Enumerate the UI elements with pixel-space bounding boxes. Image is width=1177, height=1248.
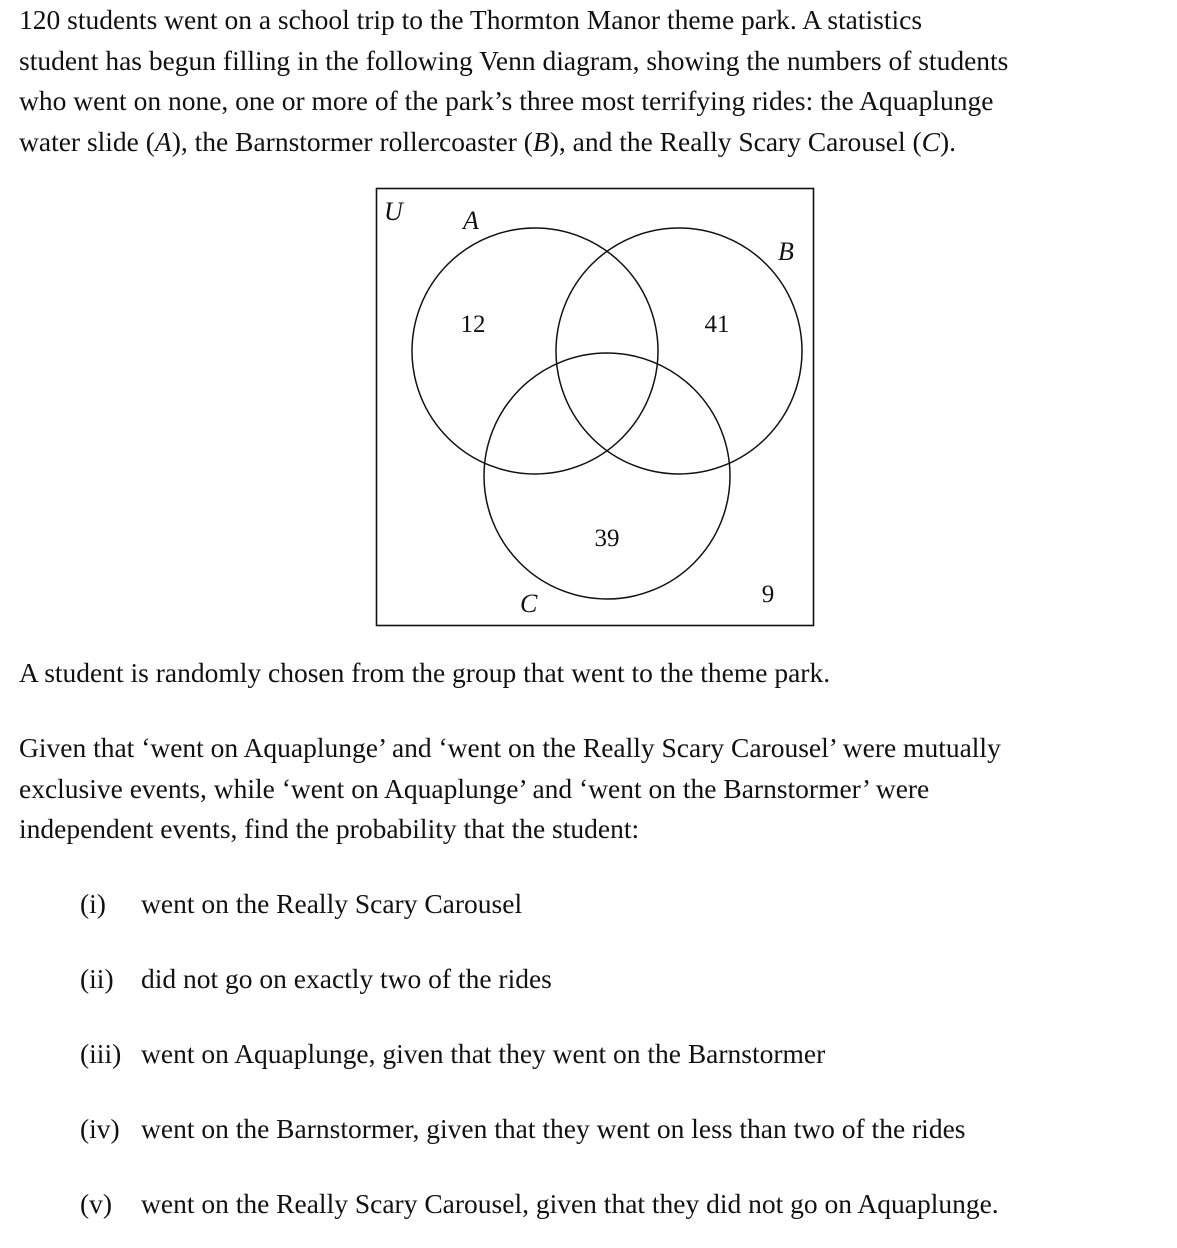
given-line-2: exclusive events, while ‘went on Aquaplunge’ and ‘went on the Barnstormer’ were xyxy=(19,772,930,804)
given-line-1: Given that ‘went on Aquaplunge’ and ‘went on the Really Scary Carousel’ were mutually xyxy=(19,732,1001,763)
intro-text: ), the Barnstormer rollercoaster ( xyxy=(171,126,533,158)
set-c-symbol: C xyxy=(921,126,940,158)
question-item xyxy=(80,1034,825,1074)
given-paragraph xyxy=(19,728,1001,850)
question-number: (iii) xyxy=(80,1038,122,1069)
universe-label: U xyxy=(384,197,403,226)
question-item xyxy=(80,1109,965,1149)
question-item xyxy=(80,884,522,924)
set-a-symbol: A xyxy=(154,126,172,158)
circle-a xyxy=(412,228,658,474)
intro-paragraph xyxy=(19,0,1008,163)
set-c-label: C xyxy=(520,589,538,618)
question-number: (ii) xyxy=(80,963,114,994)
question-number: (i) xyxy=(80,888,106,919)
intro-line-2: student has begun filling in the following Venn diagram, showing the numbers of students xyxy=(19,44,1009,76)
question-text: went on Aquaplunge, given that they went on the Barnstormer xyxy=(141,1038,826,1069)
intro-text: ), and the Really Scary Carousel ( xyxy=(549,126,922,158)
region-outside: 9 xyxy=(761,581,775,608)
intro-line-4 xyxy=(19,122,1008,163)
circle-c xyxy=(484,353,730,599)
universe-box xyxy=(377,189,814,626)
region-b-only: 41 xyxy=(704,311,730,338)
question-number: (iv) xyxy=(80,1113,120,1144)
region-a-only: 12 xyxy=(460,311,486,338)
set-a-label: A xyxy=(463,206,479,235)
question-item xyxy=(80,1184,999,1224)
question-text: went on the Really Scary Carousel, given that they did not go on Aquaplunge. xyxy=(141,1188,999,1219)
question-text: went on the Barnstormer, given that they went on less than two of the rides xyxy=(141,1113,966,1144)
intro-line-3: who went on none, one or more of the park’s three most terrifying rides: the Aquaplunge xyxy=(19,85,994,117)
intro-text: ). xyxy=(939,126,957,158)
question-text: did not go on exactly two of the rides xyxy=(141,963,552,994)
question-text: went on the Really Scary Carousel xyxy=(141,888,523,919)
question-number: (v) xyxy=(80,1188,113,1219)
region-c-only: 39 xyxy=(594,525,620,552)
chosen-sentence: A student is randomly chosen from the group that went to the theme park. xyxy=(19,657,831,688)
set-b-label: B xyxy=(778,237,794,266)
intro-text: water slide ( xyxy=(19,126,155,158)
circle-b xyxy=(556,228,802,474)
set-b-symbol: B xyxy=(532,126,550,158)
given-line-3: independent events, find the probability that the student: xyxy=(19,813,640,845)
question-item xyxy=(80,959,552,999)
intro-line-1: 120 students went on a school trip to the Thormton Manor theme park. A statistics xyxy=(19,4,923,35)
